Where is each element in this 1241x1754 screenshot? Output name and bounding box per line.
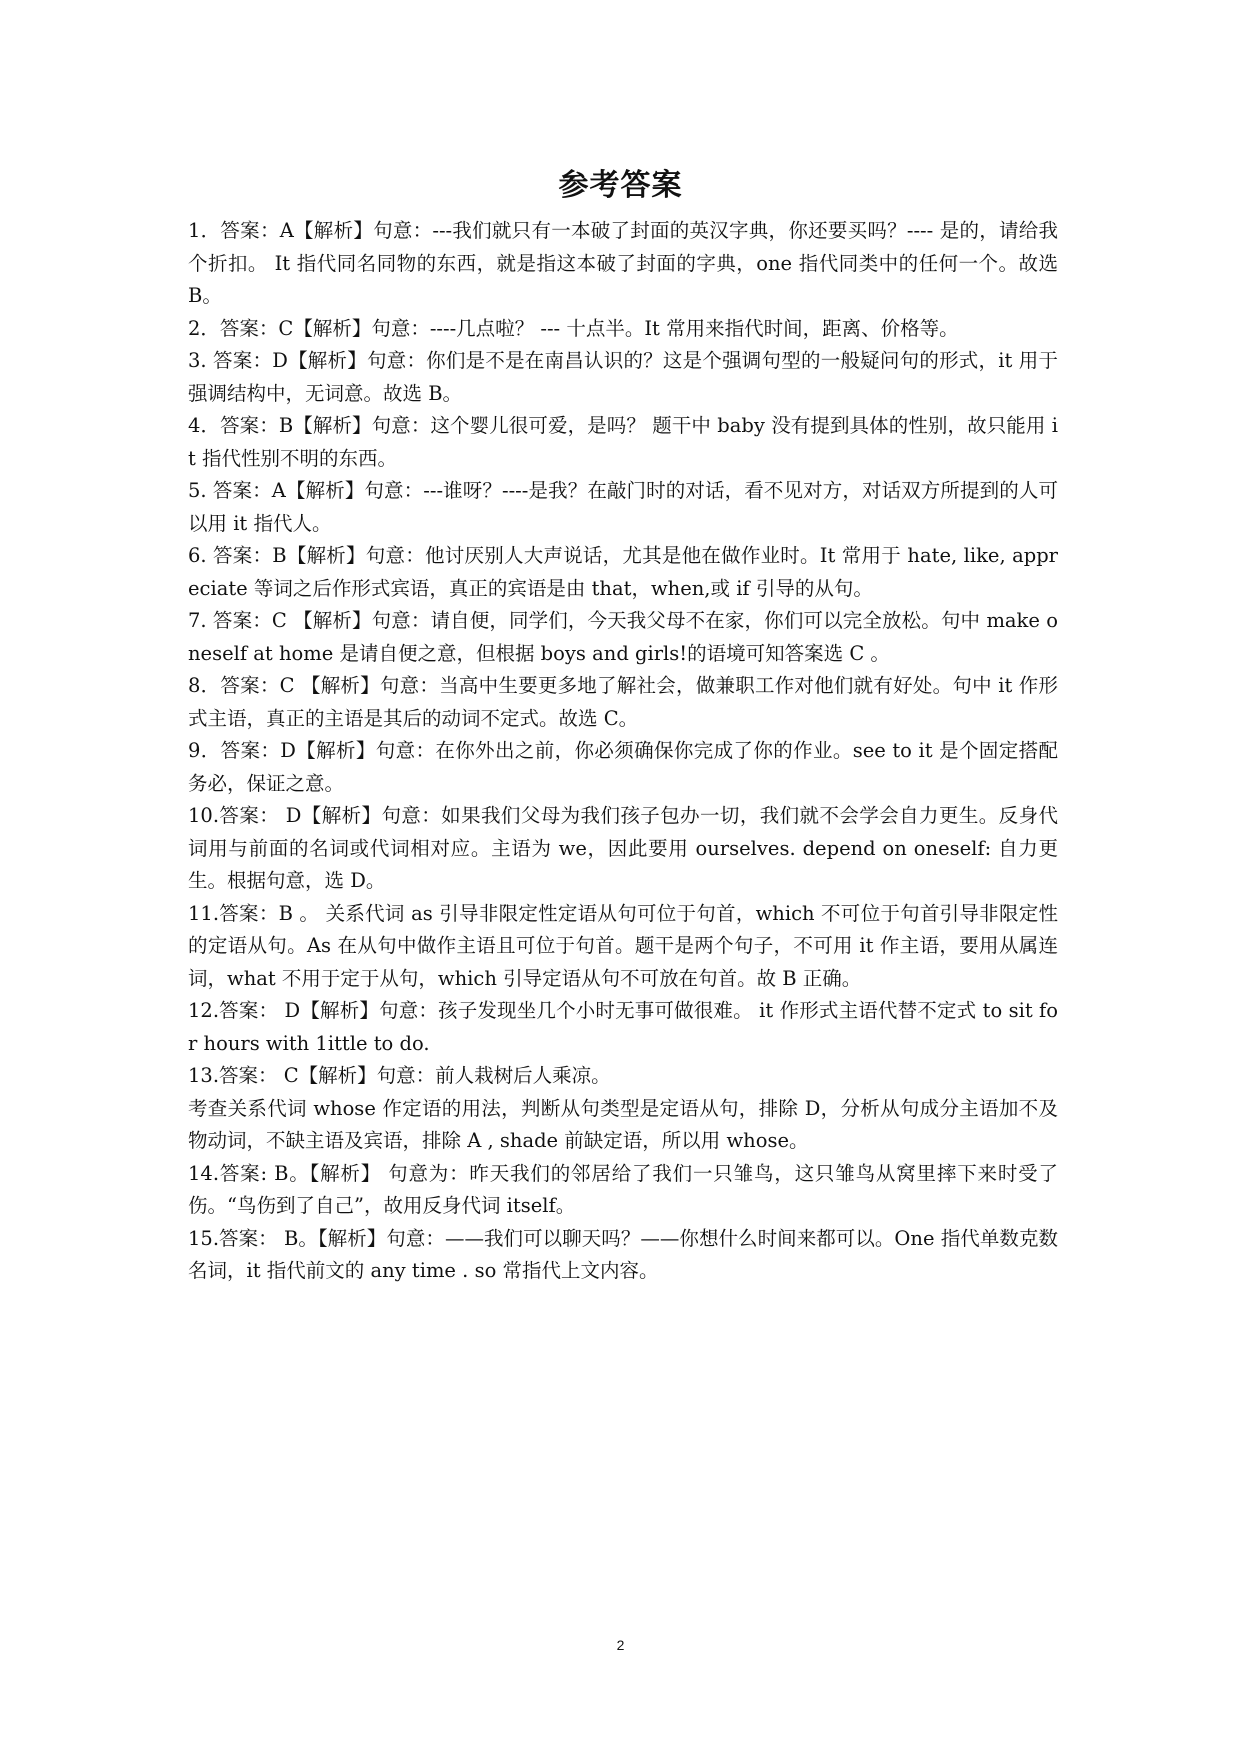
answer-item-9: 9．答案：D【解析】句意：在你外出之前，你必须确保你完成了你的作业。see to it 是个固定搭配务必，保证之意。	[188, 739, 1058, 795]
page-title: 参考答案	[558, 168, 683, 203]
answer-item-2: 2．答案：C【解析】句意：----几点啦？ --- 十点半。It 常用来指代时间，距离、价格等。	[188, 316, 959, 340]
answer-item-3: 3. 答案：D【解析】句意：你们是不是在南昌认识的？这是个强调句型的一般疑问句的形式，it 用于强调结构中，无词意。故选 B。	[188, 349, 1058, 405]
answer-item-12: 12.答案： D【解析】句意：孩子发现坐几个小时无事可做很难。 it 作形式主语代替不定式 to sit for hours with 1ittle to do.	[188, 999, 1058, 1055]
answer-item-15: 15.答案： B。【解析】句意：——我们可以聊天吗？——你想什么时间来都可以。One 指代单数克数名词，it 指代前文的 any time . so 常指代上文内容。	[188, 1226, 1058, 1282]
answer-item-7: 7. 答案：C 【解析】句意：请自便，同学们，今天我父母不在家，你们可以完全放松。句中 make oneself at home 是请自便之意，但根据 boys and girls!的语境可知答案选 C 。	[188, 609, 1058, 665]
answer-item-10: 10.答案： D【解析】句意：如果我们父母为我们孩子包办一切，我们就不会学会自力更生。反身代词用与前面的名词或代词相对应。主语为 we，因此要用 ourselves. depend on oneself: 自力更生。根据句意，选 D。	[188, 804, 1058, 892]
answer-item-4: 4．答案：B【解析】句意：这个婴儿很可爱，是吗？ 题干中 baby 没有提到具体的性别，故只能用 it 指代性别不明的东西。	[188, 414, 1058, 470]
answer-item-13: 13.答案： C【解析】句意：前人栽树后人乘凉。	[188, 1064, 611, 1087]
answer-list	[188, 215, 1058, 1288]
answer-item-8: 8．答案：C 【解析】句意：当高中生要更多地了解社会，做兼职工作对他们就有好处。句中 it 作形式主语，真正的主语是其后的动词不定式。故选 C。	[188, 674, 1058, 730]
answer-item-6: 6. 答案：B【解析】句意：他讨厌别人大声说话，尤其是他在做作业时。It 常用于 hate, like, appreciate 等词之后作形式宾语，真正的宾语是由 that，when,或 if 引导的从句。	[188, 544, 1058, 600]
answer-item-5: 5. 答案：A【解析】句意：---谁呀？----是我？在敲门时的对话，看不见对方，对话双方所提到的人可以用 it 指代人。	[188, 479, 1058, 535]
answer-item-14: 14.答案: B。【解析】 句意为：昨天我们的邻居给了我们一只雏鸟，这只雏鸟从窝里摔下来时受了伤。“鸟伤到了自己”，故用反身代词 itself。	[188, 1161, 1058, 1217]
answer-item-13-note: 考查关系代词 whose 作定语的用法，判断从句类型是定语从句，排除 D，分析从句成分主语加不及物动词，不缺主语及宾语，排除 A , shade 前缺定语，所以用 whose。	[188, 1096, 1058, 1152]
page-number: 2	[616, 1637, 625, 1653]
answer-item-11: 11.答案：B 。 关系代词 as 引导非限定性定语从句可位于句首，which 不可位于句首引导非限定性的定语从句。As 在从句中做作主语且可位于句首。题干是两个句子，不可用 it 作主语，要用从属连词，what 不用于定于从句，which 引导定语从句不可放在句首。故 B 正确。	[188, 901, 1058, 990]
answer-item-1: 1．答案：A【解析】句意：---我们就只有一本破了封面的英汉字典，你还要买吗？---- 是的，请给我个折扣。 It 指代同名同物的东西，就是指这本破了封面的字典，one 指代同类中的任何一个。故选 B。	[188, 219, 1058, 307]
